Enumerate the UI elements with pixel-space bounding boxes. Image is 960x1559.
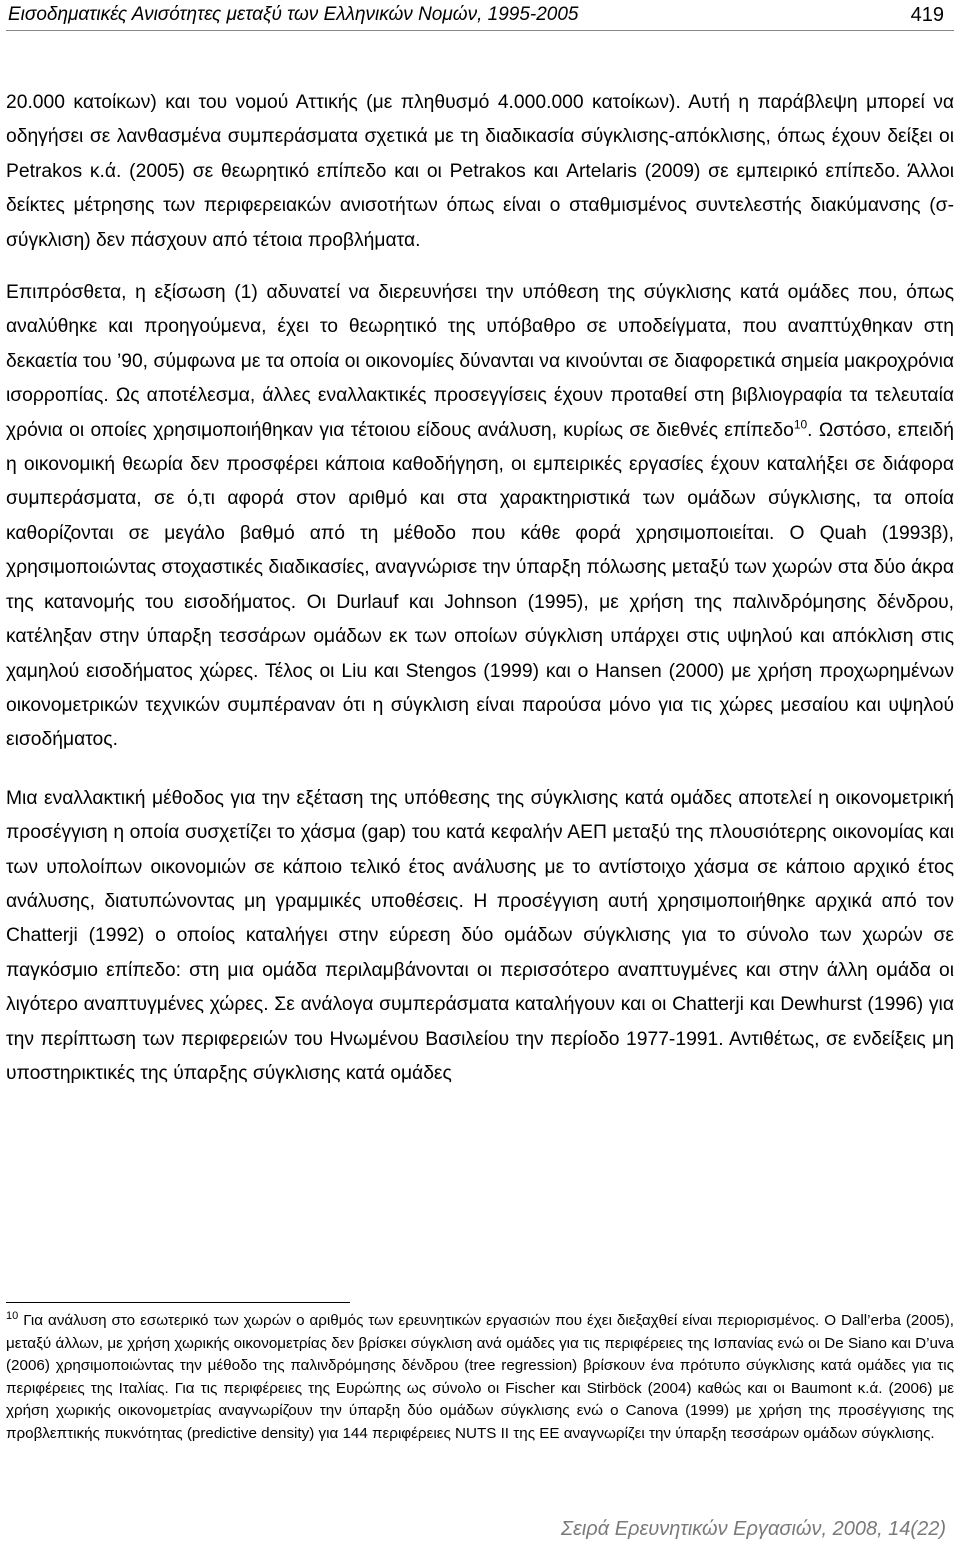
running-title: Εισοδηματικές Ανισότητες μεταξύ των Ελληνικών Νομών, 1995-2005	[8, 4, 579, 25]
paragraph-2-text-b: . Ωστόσο, επειδή η οικονομική θεωρία δεν προσφέρει κάποια καθοδήγηση, οι εμπειρικές εργασίες έχουν καταλήξει σε διάφορα συμπεράσματα, σε ό,τι αφορά στον αριθμό και στα χαρακτηριστικά των ομάδων σύγκλισης, τα οποία καθορίζονται σε μεγάλο βαθμό από τη μέθοδο που κάθε φορά χρησιμοποιείται. Ο Quah (1993β), χρησιμοποιώντας στοχαστικές διαδικασίες, αναγνώρισε την ύπαρξη πόλωσης μεταξύ των χωρών στα δύο άκρα της κατανομής του εισοδήματος. Οι Durlauf και Johnson (1995), με χρήση της παλινδρόμησης δένδρου, κατέληξαν στην ύπαρξη τεσσάρων ομάδων εκ των οποίων σύγκλιση υπάρχει στις υψηλού και απόκλιση στις χαμηλού εισοδήματος χώρες. Τέλος οι Liu και Stengos (1999) και ο Hansen (2000) με χρήση προχωρημένων οικονομετρικών τεχνικών συμπέραναν ότι η σύγκλιση είναι παρούσα μόνο για τις χώρες μεσαίου και υψηλού εισοδήματος.	[6, 419, 954, 751]
footnote-text: Για ανάλυση στο εσωτερικό των χωρών ο αριθμός των ερευνητικών εργασιών που έχει διεξαχθεί είναι περιορισμένος. Ο Dall’erba (2005), μεταξύ άλλων, με χρήση χωρικής οικονομετρίας δεν βρίσκει σύγκλιση ανά ομάδες για τις περιφέρειες της Ισπανίας ενώ οι De Siano και D’uva (2006) χρησιμοποιώντας την μέθοδο της παλινδρόμησης δένδρου (tree regression) βρίσκουν ένα πρότυπο σύγκλισης κατά ομάδες για τις περιφέρειες της Ιταλίας. Για τις περιφέρειες της Ευρώπης ως σύνολο οι Fischer και Stirböck (2004) καθώς και οι Baumont κ.ά. (2006) με χρήση χωρικής οικονομετρίας αναγνωρίζουν την ύπαρξη δύο ομάδων σύγκλισης ενώ ο Canova (1999) με χρήση της προσέγγισης της προβλεπτικής πυκνότητας (predictive density) για 144 περιφέρειες NUTS II της ΕΕ αναγνωρίζει την ύπαρξη τεσσάρων ομάδων σύγκλισης.	[6, 1312, 954, 1442]
running-header	[8, 0, 944, 30]
paragraph-3: Μια εναλλακτική μέθοδος για την εξέταση της υπόθεσης της σύγκλισης κατά ομάδες αποτελεί η οικονομετρική προσέγγιση η οποία συσχετίζει το χάσμα (gap) του κατά κεφαλήν ΑΕΠ μεταξύ της πλουσιότερης οικονομίας και των υπολοίπων οικονομιών σε κάποιο τελικό έτος ανάλυσης με το αντίστοιχο χάσμα σε κάποιο αρχικό έτος ανάλυσης, διατυπώνοντας μη γραμμικές υποθέσεις. Η προσέγγιση αυτή χρησιμοποιήθηκε αρχικά από τον Chatterji (1992) ο οποίος καταλήγει στην εύρεση δύο ομάδων σύγκλισης για το σύνολο των χωρών σε παγκόσμιο επίπεδο: στη μια ομάδα περιλαμβάνονται οι περισσότερο αναπτυγμένες και στην άλλη ομάδα οι λιγότερο αναπτυγμένες χώρες. Σε ανάλογα συμπεράσματα καταλήγουν και οι Chatterji και Dewhurst (1996) για την περίπτωση των περιφερειών του Ηνωμένου Βασιλείου την περίοδο 1977-1991. Αντιθέτως, σε ενδείξεις μη υποστηρικτικές της ύπαρξης σύγκλισης κατά ομάδες	[6, 787, 954, 1084]
paragraph-2	[6, 276, 954, 758]
page-number: 419	[910, 3, 944, 26]
footnote-10	[6, 1310, 954, 1446]
series-footer: Σειρά Ερευνητικών Εργασιών, 2008, 14(22)	[561, 1518, 946, 1540]
main-text	[6, 86, 954, 1091]
paragraph-2-text-a: Επιπρόσθετα, η εξίσωση (1) αδυνατεί να διερευνήσει την υπόθεση της σύγκλισης κατά ομάδες που, όπως αναλύθηκε και προηγούμενα, έχει το θεωρητικό της υπόβαθρο σε υποδείγματα, που αναπτύχθηκαν στη δεκαετία του ’90, σύμφωνα με τα οποία οι οικονομίες δύνανται να κινούνται σε διαφορετικά σημεία μακροχρόνια ισορροπίας. Ως αποτέλεσμα, άλλες εναλλακτικές προσεγγίσεις έχουν προταθεί στη βιβλιογραφία τα τελευταία χρόνια οι οποίες χρησιμοποιήθηκαν για τέτοιου είδους ανάλυση, κυρίως σε διεθνές επίπεδο	[6, 282, 954, 441]
header-rule	[6, 30, 954, 31]
footnote-marker: 10	[6, 1309, 19, 1322]
paragraph-1: 20.000 κατοίκων) και του νομού Αττικής (με πληθυσμό 4.000.000 κατοίκων). Αυτή η παράβλεψη μπορεί να οδηγήσει σε λανθασμένα συμπεράσματα σχετικά με τη διαδικασία σύγκλισης-απόκλισης, όπως έχουν δείξει οι Petrakos κ.ά. (2005) σε θεωρητικό επίπεδο και οι Petrakos και Artelaris (2009) σε εμπειρικό επίπεδο. Άλλοι δείκτες μέτρησης των περιφερειακών ανισοτήτων όπως είναι ο σταθμισμένος συντελεστής διακύμανσης (σ-σύγκλιση) δεν πάσχουν από τέτοια προβλήματα.	[6, 92, 954, 251]
footnote-rule	[6, 1302, 350, 1303]
footnote-reference[interactable]: 10	[793, 417, 808, 432]
